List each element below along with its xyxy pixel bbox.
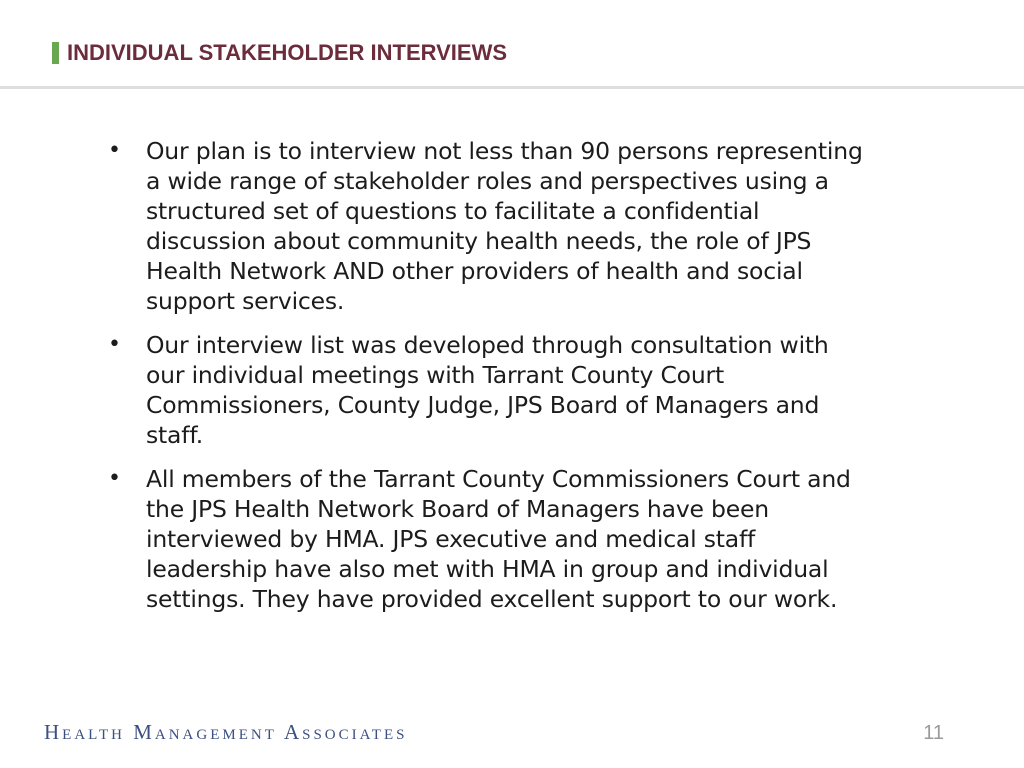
bullet-text: Our plan is to interview not less than 90 persons representing a wide range of stakeholder roles and perspectives using a structured set of questions to facilitate a confidential discussion about community health needs, the role of JPS Health Network AND other providers of health and social support services. bbox=[146, 137, 863, 315]
bullet-item bbox=[104, 330, 874, 450]
bullet-icon: • bbox=[108, 332, 121, 357]
slide-body bbox=[104, 136, 874, 628]
page-number: 11 bbox=[923, 722, 944, 744]
slide-header bbox=[0, 0, 1024, 88]
bullet-text: Our interview list was developed through consultation with our individual meetings with Tarrant County Court Commissioners, County Judge, JPS Board of Managers and staff. bbox=[146, 331, 829, 449]
bullet-item bbox=[104, 136, 874, 316]
title-accent-bar bbox=[52, 42, 59, 64]
bullet-list bbox=[104, 136, 874, 614]
bullet-item bbox=[104, 464, 874, 614]
bullet-icon: • bbox=[108, 138, 121, 163]
bullet-icon: • bbox=[108, 466, 121, 491]
footer-brand: Health Management Associates bbox=[44, 720, 408, 744]
slide-title: INDIVIDUAL STAKEHOLDER INTERVIEWS bbox=[67, 40, 508, 65]
header-divider bbox=[0, 86, 1024, 89]
bullet-text: All members of the Tarrant County Commissioners Court and the JPS Health Network Board of Managers have been interviewed by HMA. JPS executive and medical staff leadership have also met with HMA in group and individual settings. They have provided excellent support to our work. bbox=[146, 465, 851, 613]
